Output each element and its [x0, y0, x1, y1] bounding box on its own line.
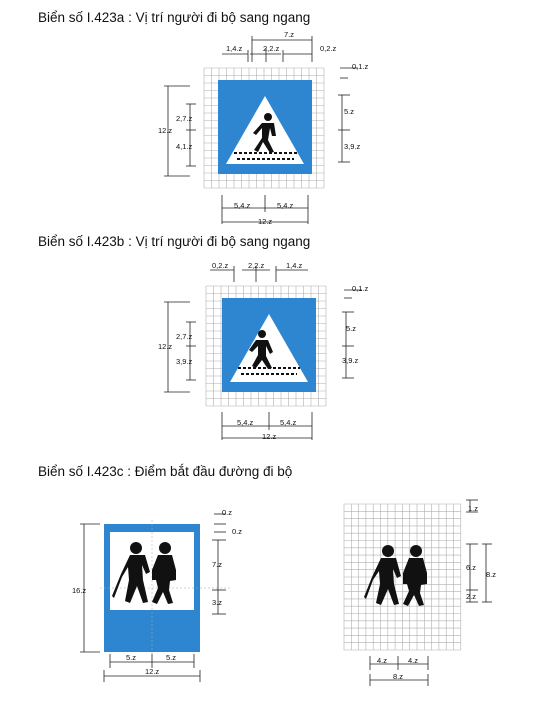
section-b-title: Biển số I.423b : Vị trí người đi bộ sang ngang [38, 234, 311, 249]
dim-grid-right-1: 1.z [468, 504, 479, 513]
dim-a-left-3: 4,1.z [176, 142, 193, 151]
dim-b-right-2: 5.z [346, 324, 357, 333]
section-a-title: Biển số I.423a : Vị trí người đi bộ sang ngang [38, 10, 311, 25]
dim-c-right-4: 3.z [212, 598, 223, 607]
dim-a-top-4: 0,2.z [320, 44, 337, 53]
dim-grid-right-4: 2.z [466, 592, 477, 601]
dim-a-top-3: 7.z [284, 30, 295, 39]
dim-b-bottom-3: 12.z [262, 432, 277, 441]
dim-b-top-2: 2,2.z [248, 261, 265, 270]
dim-b-bottom-1: 5,4.z [237, 418, 254, 427]
dim-a-right-2: 5.z [344, 107, 355, 116]
dim-a-top-2: 2,2.z [263, 44, 280, 53]
dim-b-right-3: 3,9.z [342, 356, 359, 365]
dim-c-bottom-2: 5.z [166, 653, 177, 662]
dim-c-right-2: 0.z [232, 527, 243, 536]
dim-b-left-2: 2,7.z [176, 332, 193, 341]
dim-c-bottom-1: 5.z [126, 653, 137, 662]
dim-b-left-3: 3,9.z [176, 357, 193, 366]
dim-b-left-1: 12.z [158, 342, 173, 351]
dim-grid-right-2: 6.z [466, 563, 477, 572]
dim-c-left: 16.z [72, 586, 87, 595]
dim-a-bottom-3: 12.z [258, 217, 273, 226]
dim-a-left-1: 12.z [158, 126, 173, 135]
section-c-title: Biển số I.423c : Điểm bắt đầu đường đi bộ [38, 464, 293, 479]
dim-c-right-3: 7.z [212, 560, 223, 569]
dim-grid-bottom-2: 4.z [408, 656, 419, 665]
dim-b-top-3: 1,4.z [286, 261, 303, 270]
dim-grid-bottom-3: 8.z [393, 672, 404, 681]
dim-c-right-1: 0.z [222, 508, 233, 517]
dim-c-bottom-3: 12.z [145, 667, 160, 676]
dim-a-left-2: 2,7.z [176, 114, 193, 123]
dim-a-right-3: 3,9.z [344, 142, 361, 151]
dim-a-right-1: 0,1.z [352, 62, 369, 71]
dim-grid-bottom-1: 4.z [377, 656, 388, 665]
dim-b-right-1: 0,1.z [352, 284, 369, 293]
dim-b-top-1: 0,2.z [212, 261, 229, 270]
grid-c-grid [344, 504, 461, 650]
dim-a-bottom-2: 5,4.z [277, 201, 294, 210]
dim-a-top-1: 1,4.z [226, 44, 243, 53]
dim-b-bottom-2: 5,4.z [280, 418, 297, 427]
dim-grid-right-3: 8.z [486, 570, 497, 579]
dim-a-bottom-1: 5,4.z [234, 201, 251, 210]
